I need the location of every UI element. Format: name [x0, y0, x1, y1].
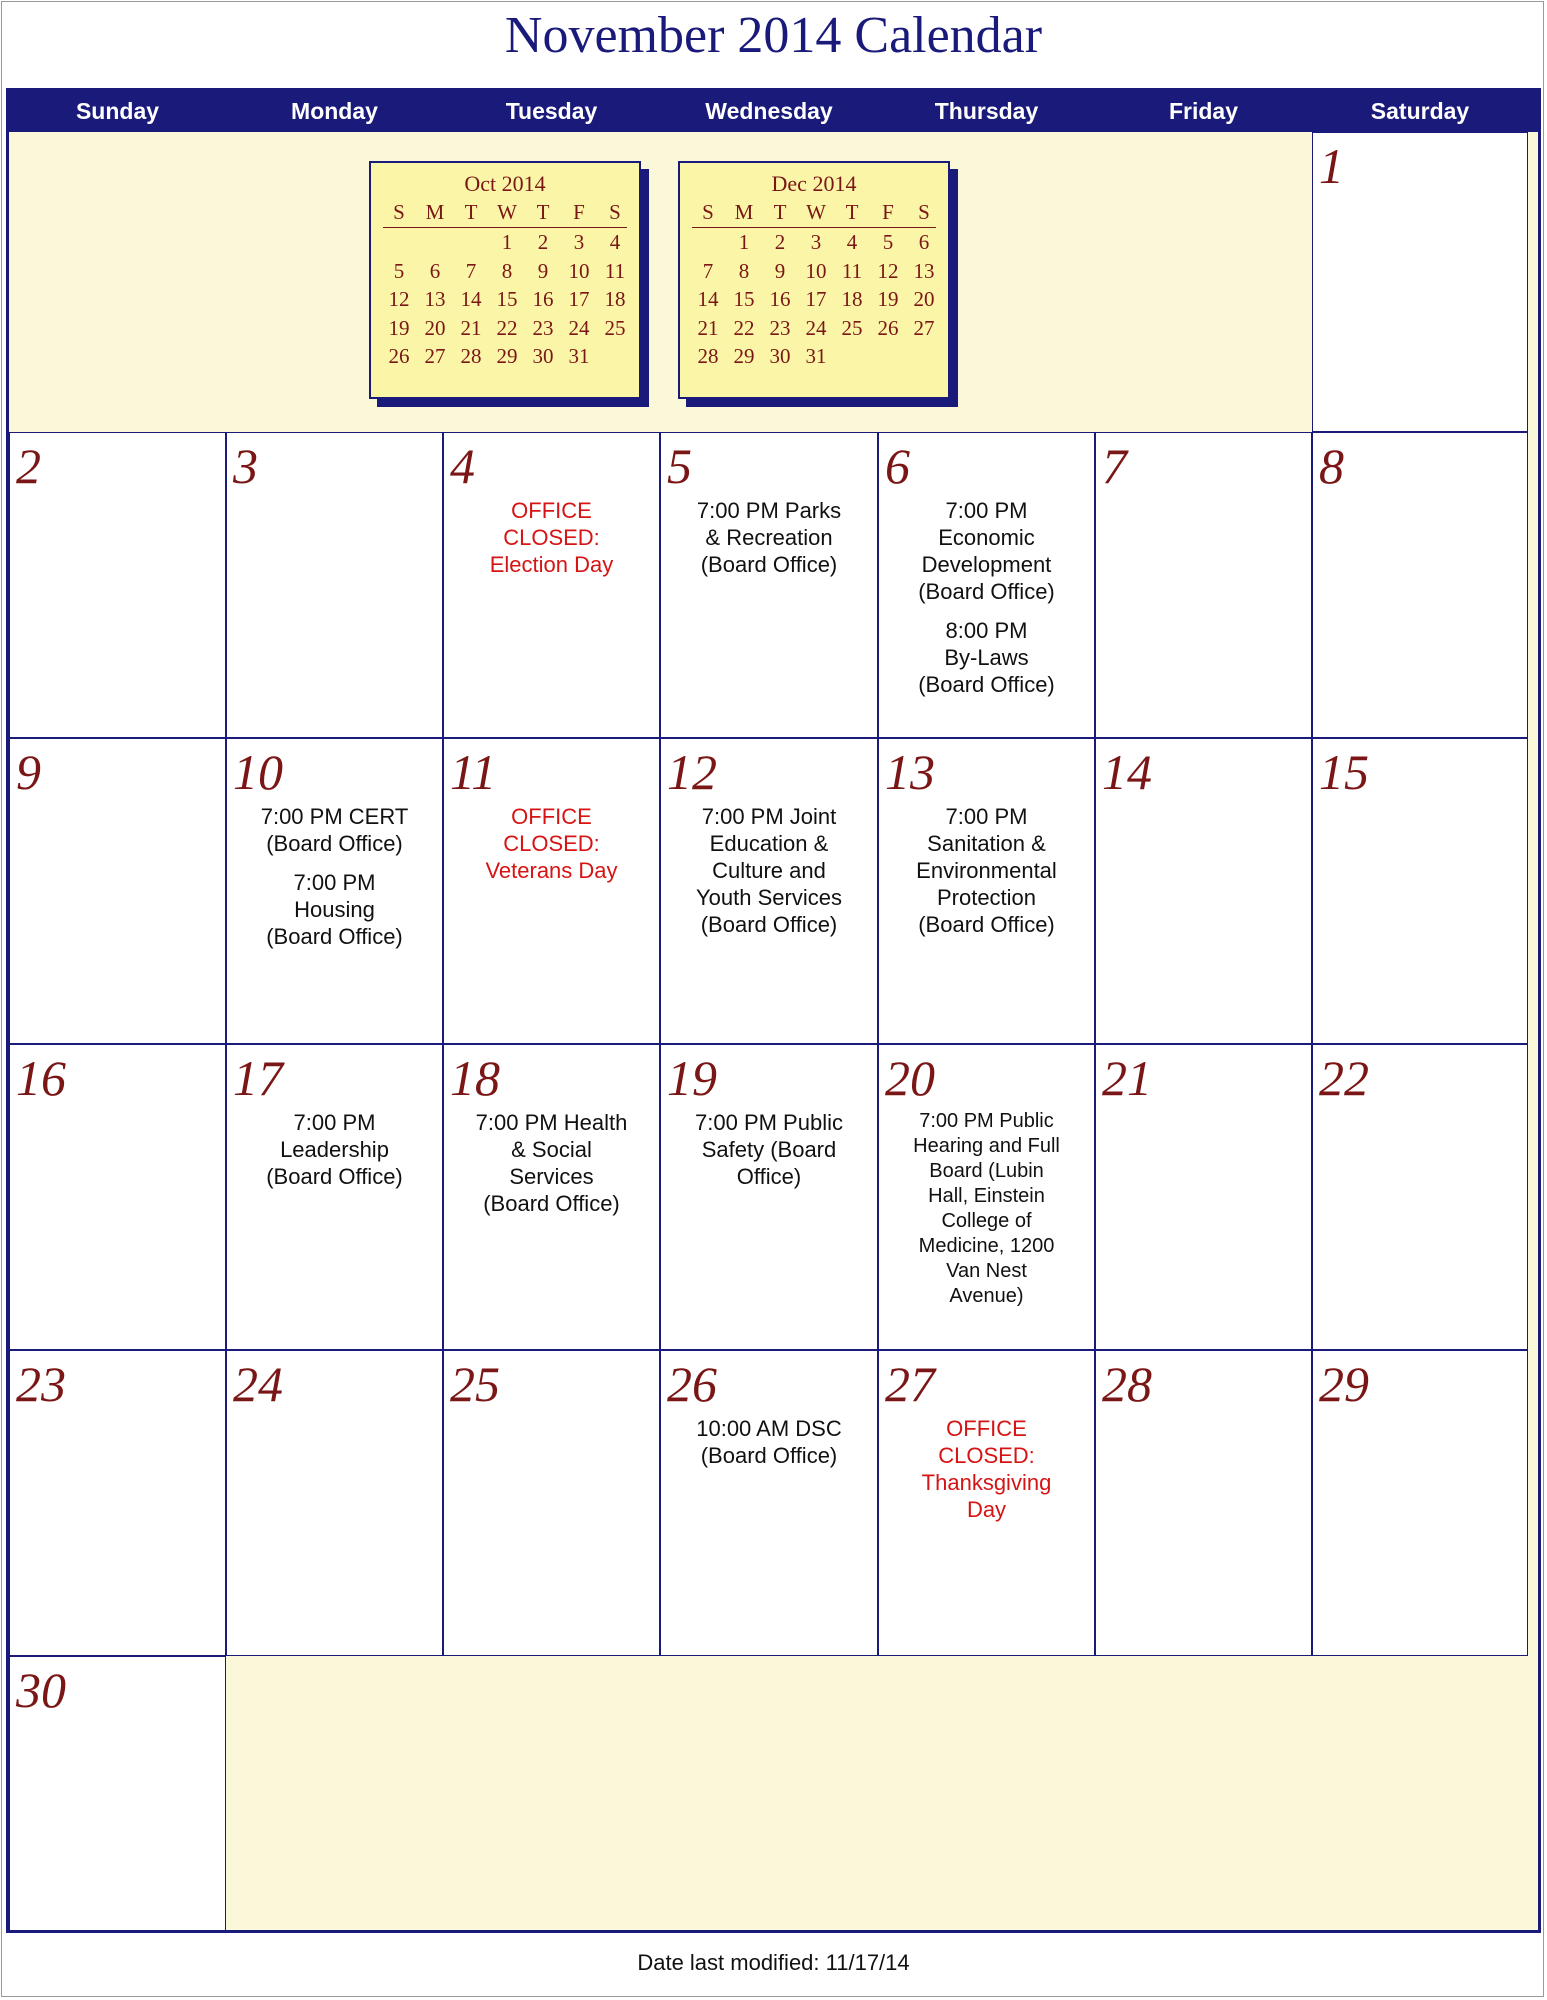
mini-day: 15 [733, 287, 755, 311]
meeting-event: 7:00 PM Parks & Recreation (Board Office) [696, 498, 842, 577]
mini-day: 25 [604, 315, 626, 340]
page-title: November 2014 Calendar [504, 7, 1043, 64]
weekday-tuesday: Tuesday [505, 98, 598, 124]
event-list [883, 497, 1090, 710]
mini-day: 18 [841, 287, 863, 311]
day-cell-5 [660, 432, 878, 738]
day-cell-22 [1312, 1044, 1528, 1350]
meeting-event: 7:00 PM Sanitation & Environmental Protection (Board Office) [916, 804, 1057, 937]
mini-day: 19 [388, 315, 410, 340]
day-cell-12 [660, 738, 878, 1044]
meeting-event: 7:00 PM Leadership (Board Office) [266, 1110, 403, 1189]
event-list [883, 1109, 1090, 1321]
mini-day: 8 [738, 258, 750, 283]
day-number: 14 [1102, 744, 1152, 800]
mini-calendar-divider [383, 227, 627, 228]
mini-day: 4 [846, 230, 858, 254]
mini-weekday-initial: M [734, 200, 754, 224]
mini-weekday-initial: S [702, 200, 714, 224]
mini-calendar-next-month [678, 161, 950, 399]
day-cell-6 [878, 432, 1095, 738]
day-number: 13 [885, 744, 935, 800]
day-cell-28 [1095, 1350, 1312, 1656]
mini-day: 6 [918, 230, 930, 254]
mini-day: 27 [424, 344, 446, 368]
weekday-monday: Monday [291, 98, 378, 124]
calendar-grid [6, 88, 1541, 1933]
day-cell-17 [226, 1044, 443, 1350]
mini-day: 13 [913, 258, 935, 283]
mini-day: 10 [805, 258, 827, 283]
day-cell-30 [9, 1656, 226, 1931]
mini-day: 5 [393, 258, 405, 283]
mini-day: 23 [532, 315, 554, 340]
event-list [231, 1109, 438, 1202]
mini-weekday-initial: T [464, 200, 478, 224]
mini-weekday-initial: F [882, 200, 894, 224]
mini-day: 14 [460, 287, 482, 311]
mini-weekday-initial: T [536, 200, 550, 224]
day-cell-15 [1312, 738, 1528, 1044]
day-number: 30 [16, 1662, 66, 1718]
mini-day: 3 [810, 230, 822, 254]
event-list [883, 803, 1090, 950]
meeting-event: 7:00 PM Public Safety (Board Office) [695, 1110, 843, 1189]
day-number: 16 [16, 1050, 66, 1106]
day-cell-25 [443, 1350, 660, 1656]
event-list [883, 1415, 1090, 1535]
day-number: 9 [16, 744, 41, 800]
mini-day: 31 [568, 344, 590, 368]
mini-day: 12 [388, 287, 410, 311]
weekday-header [9, 91, 1538, 132]
mini-day: 15 [496, 287, 518, 311]
mini-weekday-initial: S [393, 200, 405, 224]
mini-weekday-initial: W [497, 200, 517, 224]
day-number: 24 [233, 1356, 283, 1412]
mini-calendar-prev-month [369, 161, 641, 399]
day-number: 27 [885, 1356, 935, 1412]
mini-calendar-divider [692, 227, 936, 228]
mini-day: 30 [532, 344, 554, 368]
mini-day: 1 [501, 230, 513, 254]
mini-weekday-initial: M [425, 200, 445, 224]
event-list [665, 497, 873, 590]
event-list [448, 1109, 655, 1229]
mini-weekday-initial: W [806, 200, 826, 224]
day-cell-29 [1312, 1350, 1528, 1656]
day-number: 15 [1319, 744, 1369, 800]
mini-day: 20 [913, 287, 935, 311]
day-number: 21 [1102, 1050, 1152, 1106]
mini-day: 20 [424, 315, 446, 340]
meeting-event: 7:00 PM Public Hearing and Full Board (Lubin Hall, Einstein College of Medicine, 1200 Van Nest Avenue) [913, 1110, 1060, 1307]
weekday-thursday: Thursday [934, 98, 1039, 124]
mini-weekday-initial: S [609, 200, 621, 224]
day-cell-2 [9, 432, 226, 738]
mini-day: 16 [769, 287, 791, 311]
mini-day: 10 [568, 258, 590, 283]
day-number: 20 [885, 1050, 935, 1106]
mini-day: 26 [388, 344, 410, 368]
meeting-event: 7:00 PM CERT (Board Office) [260, 804, 409, 856]
day-number: 3 [233, 438, 258, 494]
day-number: 4 [450, 438, 475, 494]
day-number: 29 [1319, 1356, 1369, 1412]
mini-weekday-initial: T [845, 200, 859, 224]
meeting-event: 10:00 AM DSC (Board Office) [696, 1416, 842, 1468]
day-cell-13 [878, 738, 1095, 1044]
event-list [448, 803, 655, 896]
day-cell-24 [226, 1350, 443, 1656]
mini-weekday-initial: T [773, 200, 787, 224]
event-list [665, 1109, 873, 1202]
day-cell-21 [1095, 1044, 1312, 1350]
day-cell-14 [1095, 738, 1312, 1044]
day-number: 11 [450, 744, 497, 800]
mini-day: 24 [805, 315, 827, 340]
mini-day: 25 [841, 315, 863, 340]
mini-day: 17 [805, 287, 827, 311]
day-number: 2 [16, 438, 41, 494]
day-cell-10 [226, 738, 443, 1044]
last-modified-footer: Date last modified: 11/17/14 [637, 1950, 910, 1975]
day-cell-11 [443, 738, 660, 1044]
mini-day: 21 [460, 315, 482, 340]
weekday-friday: Friday [1168, 98, 1239, 124]
mini-day: 13 [424, 287, 446, 311]
day-number: 23 [16, 1356, 66, 1412]
day-cell-16 [9, 1044, 226, 1350]
mini-day: 29 [733, 344, 755, 368]
mini-day: 1 [738, 230, 750, 254]
mini-day: 19 [877, 287, 899, 311]
day-number: 7 [1102, 438, 1127, 494]
day-cell-19 [660, 1044, 878, 1350]
day-number: 17 [233, 1050, 283, 1106]
office-closed-notice: OFFICE CLOSED: Thanksgiving Day [921, 1416, 1052, 1522]
meeting-event: 7:00 PM Economic Development (Board Office) [918, 498, 1055, 604]
mini-day: 11 [841, 258, 863, 283]
office-closed-notice: OFFICE CLOSED: Election Day [489, 498, 614, 577]
mini-calendar-title: Oct 2014 [464, 171, 546, 196]
mini-day: 29 [496, 344, 518, 368]
day-number: 5 [667, 438, 692, 494]
day-cell-26 [660, 1350, 878, 1656]
day-cell-7 [1095, 432, 1312, 738]
mini-day: 6 [429, 258, 441, 283]
day-cell-18 [443, 1044, 660, 1350]
weekday-wednesday: Wednesday [705, 98, 833, 124]
mini-calendar-title: Dec 2014 [771, 171, 857, 196]
mini-day: 24 [568, 315, 590, 340]
mini-day: 12 [877, 258, 899, 283]
mini-day: 4 [609, 230, 621, 254]
day-cell-27 [878, 1350, 1095, 1656]
mini-day: 22 [733, 315, 755, 340]
weekday-saturday: Saturday [1370, 98, 1470, 124]
event-list [231, 803, 438, 962]
mini-day: 28 [460, 344, 482, 368]
meeting-event: 7:00 PM Joint Education & Culture and Youth Services (Board Office) [696, 804, 842, 937]
weekday-sunday: Sunday [75, 98, 160, 124]
day-number: 26 [667, 1356, 717, 1412]
day-cell-4 [443, 432, 660, 738]
day-number: 10 [233, 744, 283, 800]
mini-day: 18 [604, 287, 626, 311]
day-cell-8 [1312, 432, 1528, 738]
mini-day: 11 [604, 258, 626, 283]
mini-day: 9 [537, 258, 549, 283]
meeting-event: 8:00 PM By-Laws (Board Office) [918, 618, 1055, 697]
day-number: 19 [667, 1050, 717, 1106]
mini-day: 27 [913, 315, 935, 340]
mini-day: 2 [537, 230, 549, 254]
mini-day: 14 [697, 287, 719, 311]
day-cell-3 [226, 432, 443, 738]
day-number: 12 [667, 744, 717, 800]
day-number: 6 [885, 438, 910, 494]
meeting-event: 7:00 PM Health & Social Services (Board Office) [475, 1110, 628, 1216]
event-list [665, 803, 873, 950]
mini-day: 28 [697, 344, 719, 368]
meeting-event: 7:00 PM Housing (Board Office) [266, 870, 403, 949]
mini-weekday-initial: F [573, 200, 585, 224]
mini-day: 26 [877, 315, 899, 340]
mini-day: 17 [568, 287, 590, 311]
day-cell-20 [878, 1044, 1095, 1350]
day-cell-23 [9, 1350, 226, 1656]
day-number: 8 [1319, 438, 1344, 494]
day-cell-9 [9, 738, 226, 1044]
day-number: 18 [450, 1050, 500, 1106]
mini-day: 5 [882, 230, 894, 254]
mini-day: 3 [573, 230, 585, 254]
mini-day: 30 [769, 344, 791, 368]
mini-weekday-initial: S [918, 200, 930, 224]
event-list [448, 497, 655, 590]
mini-day: 21 [697, 315, 719, 340]
event-list [665, 1415, 873, 1481]
mini-day: 23 [769, 315, 791, 340]
mini-day: 31 [805, 344, 827, 368]
mini-day: 9 [774, 258, 786, 283]
office-closed-notice: OFFICE CLOSED: Veterans Day [485, 804, 618, 883]
mini-day: 7 [702, 258, 714, 283]
mini-day: 7 [465, 258, 477, 283]
day-cell-1 [1312, 132, 1528, 432]
mini-day: 22 [496, 315, 518, 340]
mini-day: 8 [501, 258, 513, 283]
day-number: 22 [1319, 1050, 1369, 1106]
day-number: 25 [450, 1356, 500, 1412]
mini-day: 2 [774, 230, 786, 254]
day-number: 1 [1319, 138, 1344, 194]
mini-day: 16 [532, 287, 554, 311]
day-number: 28 [1102, 1356, 1152, 1412]
